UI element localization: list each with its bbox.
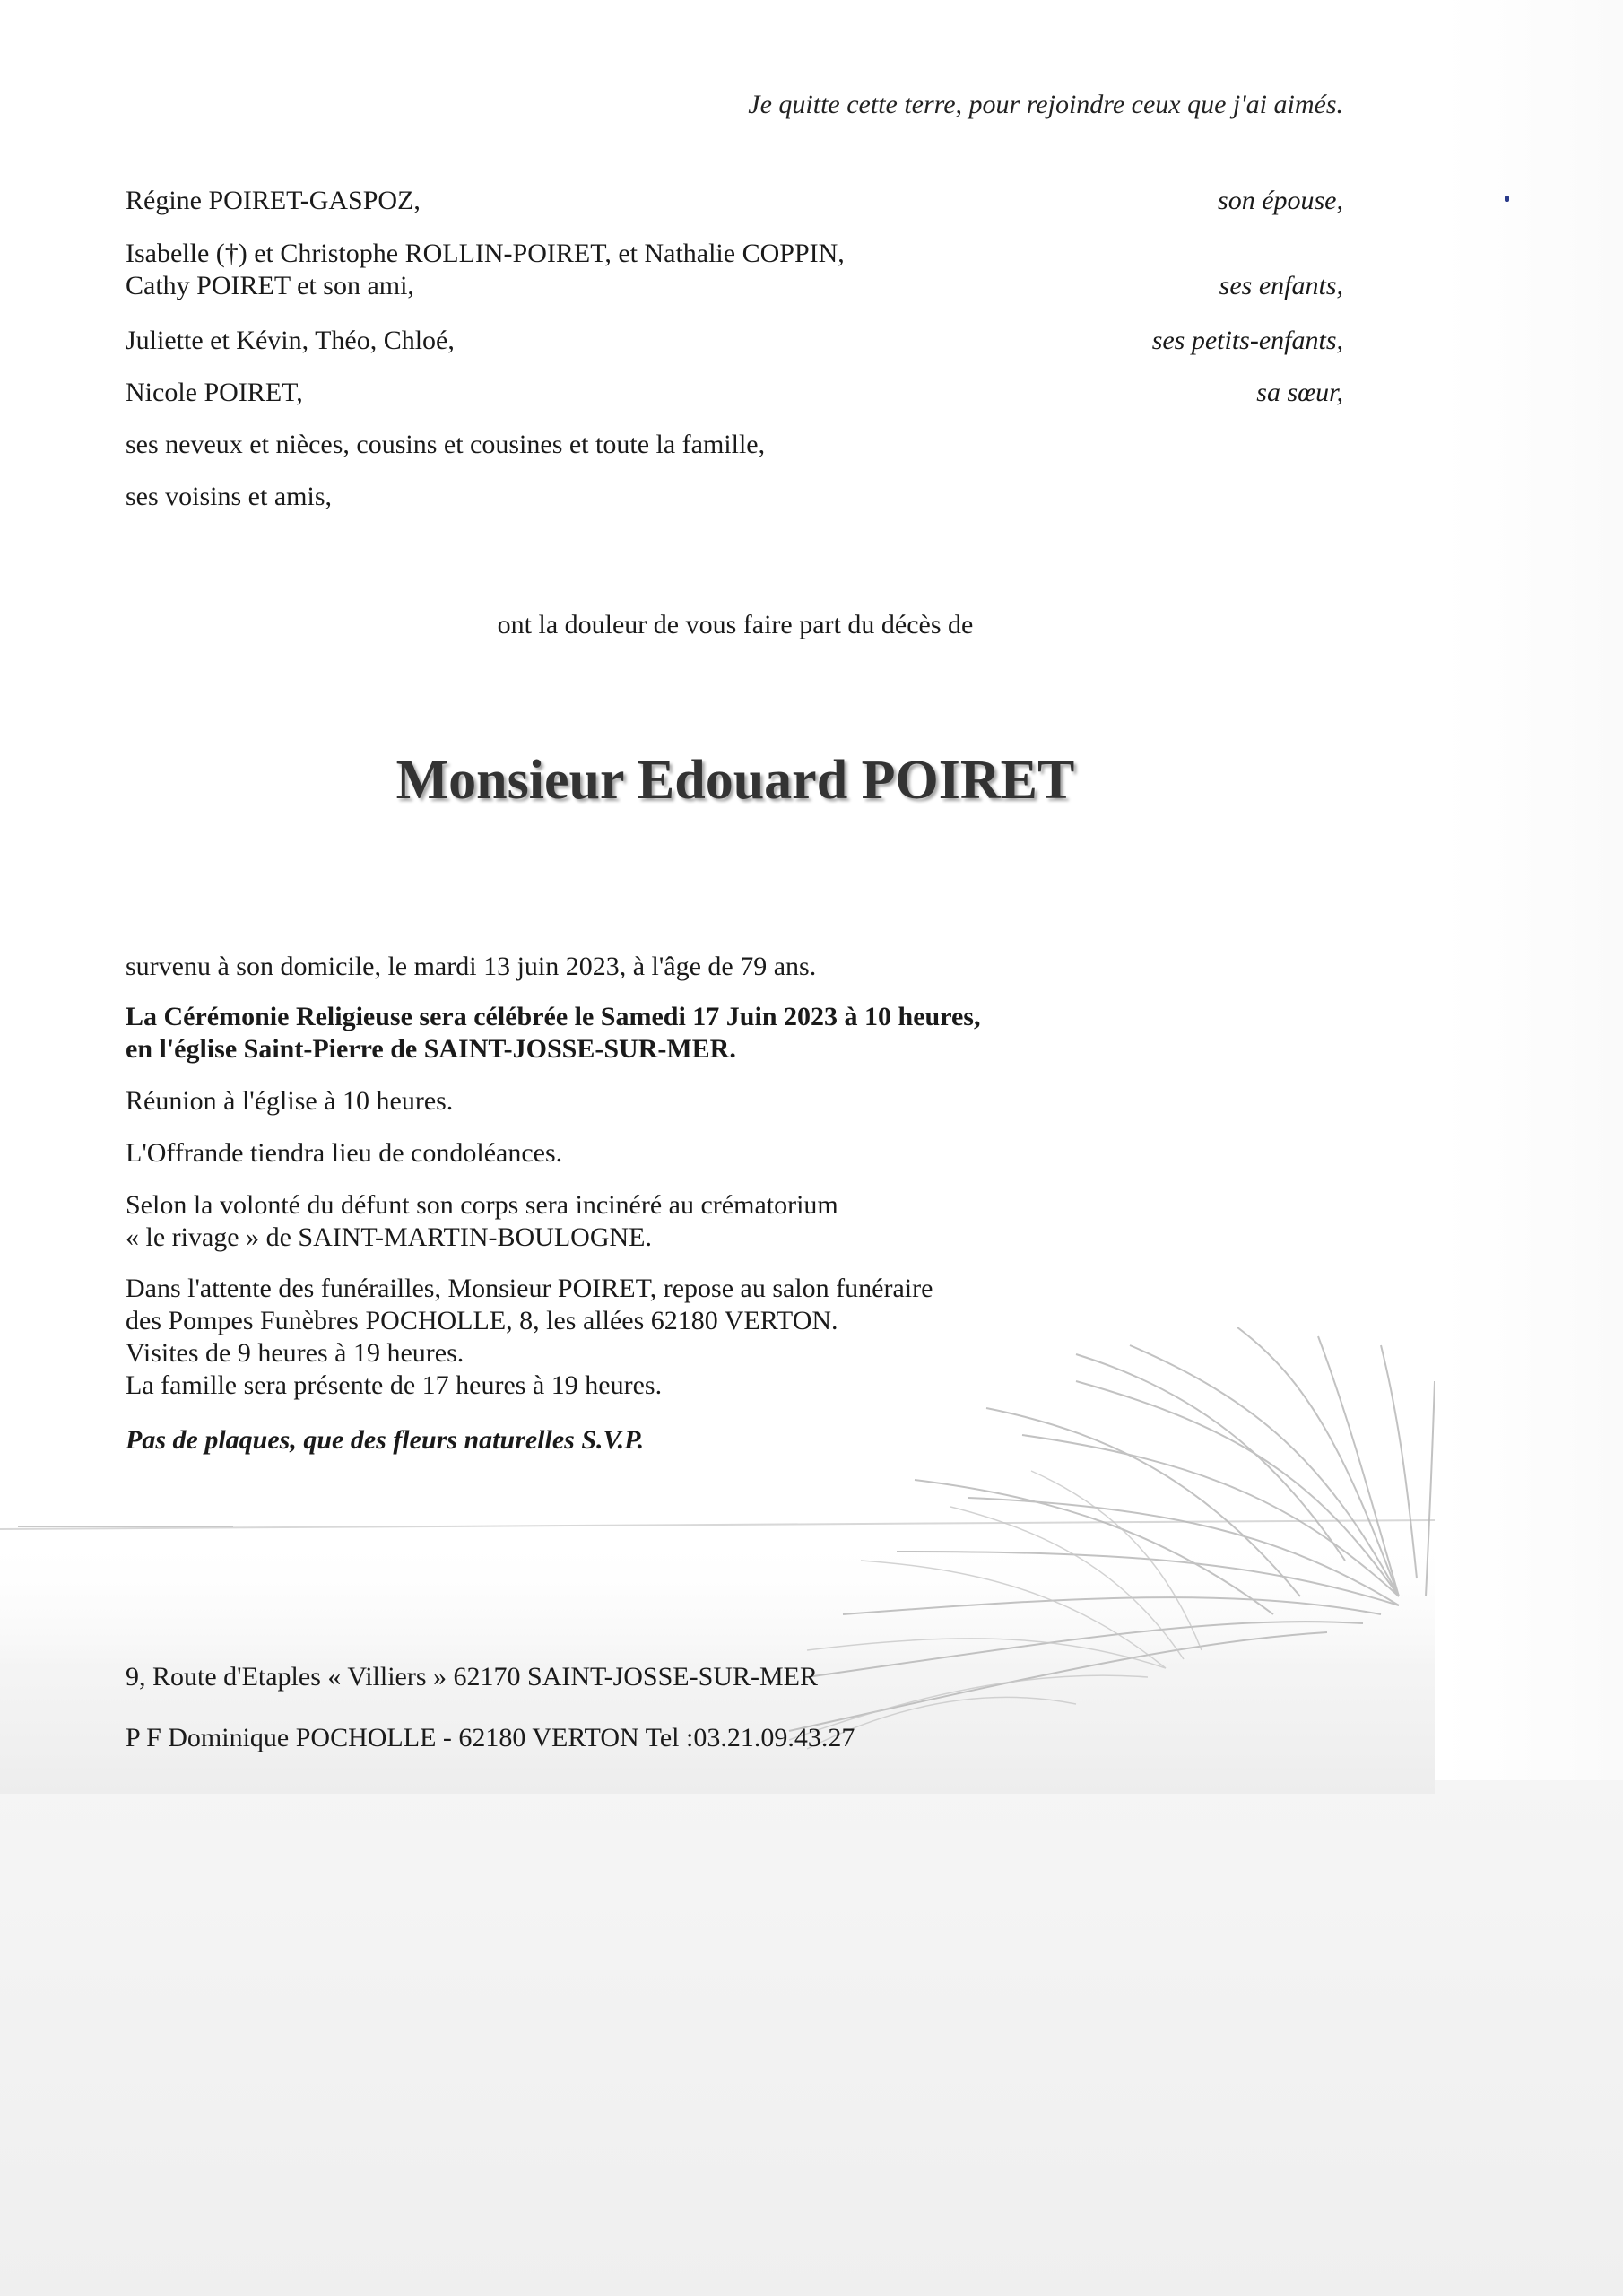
family-names: Juliette et Kévin, Théo, Chloé, [126, 326, 455, 355]
death-notice [126, 951, 816, 983]
visitation-notice [126, 1273, 933, 1402]
family-row-children [126, 238, 1343, 302]
death-text: survenu à son domicile, le mardi 13 juin 2023, à l'âge de 79 ans. [126, 952, 817, 981]
family-names: Régine POIRET-GASPOZ, [126, 186, 421, 215]
ceremony-notice [126, 1001, 980, 1065]
flowers-notice [126, 1424, 644, 1457]
offering-notice [126, 1137, 562, 1170]
visitation-line: Dans l'attente des funérailles, Monsieur POIRET, repose au salon funéraire [126, 1274, 933, 1303]
meeting-text: Réunion à l'église à 10 heures. [126, 1086, 454, 1116]
family-names: Isabelle (†) et Christophe ROLLIN-POIRET, et Nathalie COPPIN, [126, 239, 845, 268]
family-names: Nicole POIRET, [126, 378, 303, 407]
visitation-line: Visites de 9 heures à 19 heures. [126, 1338, 464, 1368]
deceased-name: Monsieur Edouard POIRET [395, 750, 1075, 811]
scan-speck [1505, 196, 1509, 202]
cremation-notice [126, 1189, 838, 1254]
family-row-grandchildren [126, 325, 1343, 357]
scan-edge [1444, 0, 1623, 1780]
visitation-line: des Pompes Funèbres POCHOLLE, 8, les allées 62180 VERTON. [126, 1306, 838, 1335]
family-row-extended [126, 429, 1343, 461]
flowers-text: Pas de plaques, que des fleurs naturelles S.V.P. [126, 1425, 645, 1455]
family-row-sister [126, 377, 1343, 409]
family-row-spouse [126, 185, 1343, 217]
footer-funeral-home: P F Dominique POCHOLLE - 62180 VERTON Tel :03.21.09.43.27 [126, 1723, 855, 1752]
ceremony-line: en l'église Saint-Pierre de SAINT-JOSSE-SUR-MER. [126, 1034, 736, 1064]
family-names: ses voisins et amis, [126, 482, 332, 511]
offering-text: L'Offrande tiendra lieu de condoléances. [126, 1138, 563, 1168]
scan-background [0, 1780, 1623, 2296]
visitation-line: La famille sera présente de 17 heures à 19 heures. [126, 1370, 663, 1400]
family-row-friends [126, 481, 1343, 513]
family-relation: ses enfants, [1219, 271, 1343, 300]
cremation-line: « le rivage » de SAINT-MARTIN-BOULOGNE. [126, 1222, 652, 1252]
family-names: Cathy POIRET et son ami, [126, 271, 414, 300]
ceremony-line: La Cérémonie Religieuse sera célébrée le Samedi 17 Juin 2023 à 10 heures, [126, 1002, 981, 1031]
meeting-notice [126, 1085, 453, 1118]
family-relation: son épouse, [1218, 186, 1343, 215]
family-relation: sa sœur, [1256, 378, 1343, 407]
epigraph: Je quitte cette terre, pour rejoindre ceux que j'ai aimés. [748, 90, 1343, 119]
cremation-line: Selon la volonté du défunt son corps sera incinéré au crématorium [126, 1190, 838, 1220]
family-names: ses neveux et nièces, cousins et cousines et toute la famille, [126, 430, 766, 459]
announcement-intro: ont la douleur de vous faire part du décès de [497, 610, 974, 639]
footer-address: 9, Route d'Etaples « Villiers » 62170 SAINT-JOSSE-SUR-MER [126, 1662, 818, 1692]
family-relation: ses petits-enfants, [1151, 326, 1343, 355]
